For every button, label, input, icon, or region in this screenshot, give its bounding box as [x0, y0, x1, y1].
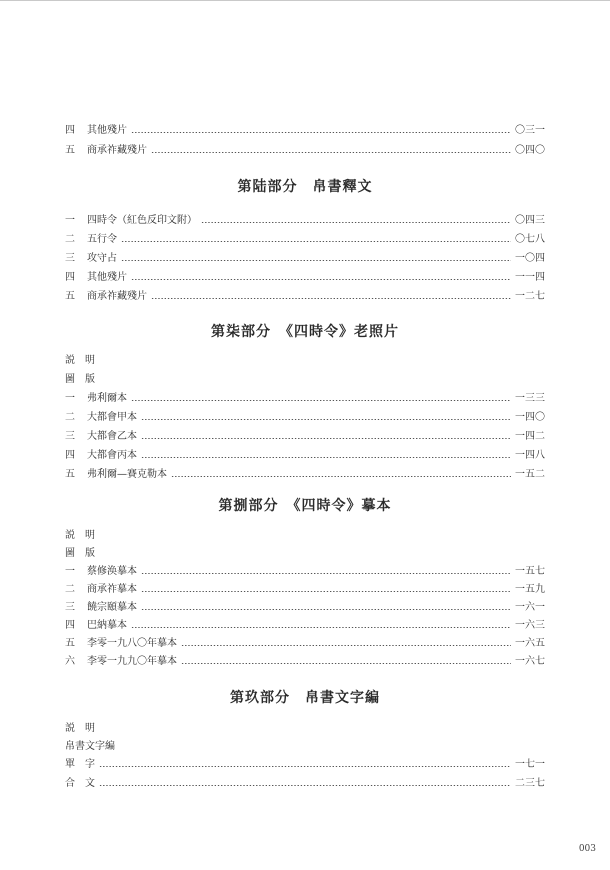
entry-number: 五 [65, 638, 75, 649]
entry-page: 一四二 [515, 431, 545, 442]
toc-entry[interactable] [65, 581, 545, 599]
toc-entry[interactable] [65, 390, 545, 408]
entry-label: 合 文 [65, 778, 95, 789]
toc-entry[interactable] [65, 756, 545, 774]
entry-label: 李零一九九〇年摹本 [87, 656, 177, 667]
dot-leader [181, 645, 511, 646]
entry-label: 饒宗頤摹本 [87, 602, 137, 613]
entry-number: 四 [65, 272, 75, 283]
entry-number: 二 [65, 234, 75, 245]
dot-leader [131, 627, 511, 628]
toc-entry[interactable] [65, 447, 545, 465]
dot-leader [141, 457, 511, 458]
entry-label: 巴納摹本 [87, 620, 127, 631]
toc-entry[interactable] [65, 617, 545, 635]
toc-entry[interactable] [65, 250, 545, 268]
entry-page: 一一四 [515, 272, 545, 283]
entry-label: 弗利爾—賽克勒本 [87, 469, 167, 480]
entry-label: 商承祚藏殘片 [87, 291, 147, 302]
dot-leader [121, 241, 511, 242]
entry-label: 五行令 [87, 234, 117, 245]
intro-label: 説 明 [65, 355, 95, 366]
intro-label: 帛書文字編 [65, 741, 115, 752]
toc-entry[interactable] [65, 288, 545, 306]
entry-number: 二 [65, 584, 75, 595]
toc-entry[interactable] [65, 231, 545, 249]
entry-label: 四時令（紅色反印文附） [87, 215, 197, 226]
page-number: 003 [578, 844, 596, 854]
entry-label: 李零一九八〇年摹本 [87, 638, 177, 649]
toc-entry[interactable] [65, 653, 545, 671]
dot-leader [141, 438, 511, 439]
entry-page: 一五二 [515, 469, 545, 480]
entry-page: 〇七八 [515, 234, 545, 245]
entry-label: 其他殘片 [87, 125, 127, 136]
intro-item[interactable] [65, 545, 545, 563]
entry-page: 一七一 [515, 759, 545, 770]
entry-number: 一 [65, 566, 75, 577]
dot-leader [131, 132, 511, 133]
entry-page: 一四〇 [515, 412, 545, 423]
dot-leader [151, 298, 511, 299]
toc-entry[interactable] [65, 212, 545, 230]
entry-page: 一六五 [515, 638, 545, 649]
toc-entry[interactable] [65, 142, 545, 160]
section-heading-part6: 第陆部分 帛書釋文 [237, 179, 373, 195]
dot-leader [151, 152, 511, 153]
intro-label: 説 明 [65, 530, 95, 541]
entry-page: 一四八 [515, 450, 545, 461]
entry-label: 其他殘片 [87, 272, 127, 283]
intro-label: 説 明 [65, 723, 95, 734]
entry-label: 商承祚摹本 [87, 584, 137, 595]
dot-leader [99, 766, 511, 767]
entry-number: 三 [65, 253, 75, 264]
toc-entry[interactable] [65, 466, 545, 484]
entry-page: 一六七 [515, 656, 545, 667]
entry-number: 六 [65, 656, 75, 667]
dot-leader [181, 663, 511, 664]
entry-number: 一 [65, 215, 75, 226]
top-border-line [0, 0, 610, 1]
entry-label: 單 字 [65, 759, 95, 770]
dot-leader [131, 279, 511, 280]
entry-page: 一五九 [515, 584, 545, 595]
section-heading-part7: 第柒部分 《四時令》老照片 [211, 324, 399, 340]
entry-number: 四 [65, 620, 75, 631]
dot-leader [141, 591, 511, 592]
entry-number: 四 [65, 450, 75, 461]
toc-entry[interactable] [65, 599, 545, 617]
intro-item[interactable] [65, 720, 545, 738]
dot-leader [141, 419, 511, 420]
section-heading-part8: 第捌部分 《四時令》摹本 [218, 498, 392, 514]
entry-page: 一二七 [515, 291, 545, 302]
entry-page: 〇四〇 [515, 145, 545, 156]
dot-leader [99, 785, 511, 786]
toc-entry[interactable] [65, 409, 545, 427]
dot-leader [121, 260, 511, 261]
toc-entry[interactable] [65, 635, 545, 653]
entry-label: 大都會乙本 [87, 431, 137, 442]
entry-number: 五 [65, 145, 75, 156]
dot-leader [171, 476, 511, 477]
entry-page: 一五七 [515, 566, 545, 577]
entry-number: 五 [65, 291, 75, 302]
toc-entry[interactable] [65, 563, 545, 581]
entry-label: 大都會丙本 [87, 450, 137, 461]
entry-label: 商承祚藏殘片 [87, 145, 147, 156]
entry-label: 蔡修涣摹本 [87, 566, 137, 577]
entry-page: 一六一 [515, 602, 545, 613]
intro-item[interactable] [65, 738, 545, 756]
entry-page: 一三三 [515, 393, 545, 404]
entry-page: 〇四三 [515, 215, 545, 226]
dot-leader [201, 222, 511, 223]
entry-page: 〇三一 [515, 125, 545, 136]
entry-number: 二 [65, 412, 75, 423]
section-heading-part9: 第玖部分 帛書文字編 [230, 690, 380, 706]
dot-leader [141, 609, 511, 610]
entry-page: 二三七 [515, 778, 545, 789]
entry-label: 弗利爾本 [87, 393, 127, 404]
intro-label: 圖 版 [65, 374, 95, 385]
entry-number: 五 [65, 469, 75, 480]
toc-entry[interactable] [65, 122, 545, 140]
entry-number: 一 [65, 393, 75, 404]
toc-entry[interactable] [65, 428, 545, 446]
intro-item[interactable] [65, 527, 545, 545]
dot-leader [141, 573, 511, 574]
intro-item[interactable] [65, 371, 545, 389]
entry-label: 攻守占 [87, 253, 117, 264]
entry-number: 三 [65, 431, 75, 442]
toc-entry[interactable] [65, 269, 545, 287]
entry-page: 一〇四 [515, 253, 545, 264]
toc-entry[interactable] [65, 775, 545, 793]
entry-label: 大都會甲本 [87, 412, 137, 423]
intro-item[interactable] [65, 352, 545, 370]
entry-page: 一六三 [515, 620, 545, 631]
entry-number: 四 [65, 125, 75, 136]
intro-label: 圖 版 [65, 548, 95, 559]
entry-number: 三 [65, 602, 75, 613]
dot-leader [131, 400, 511, 401]
